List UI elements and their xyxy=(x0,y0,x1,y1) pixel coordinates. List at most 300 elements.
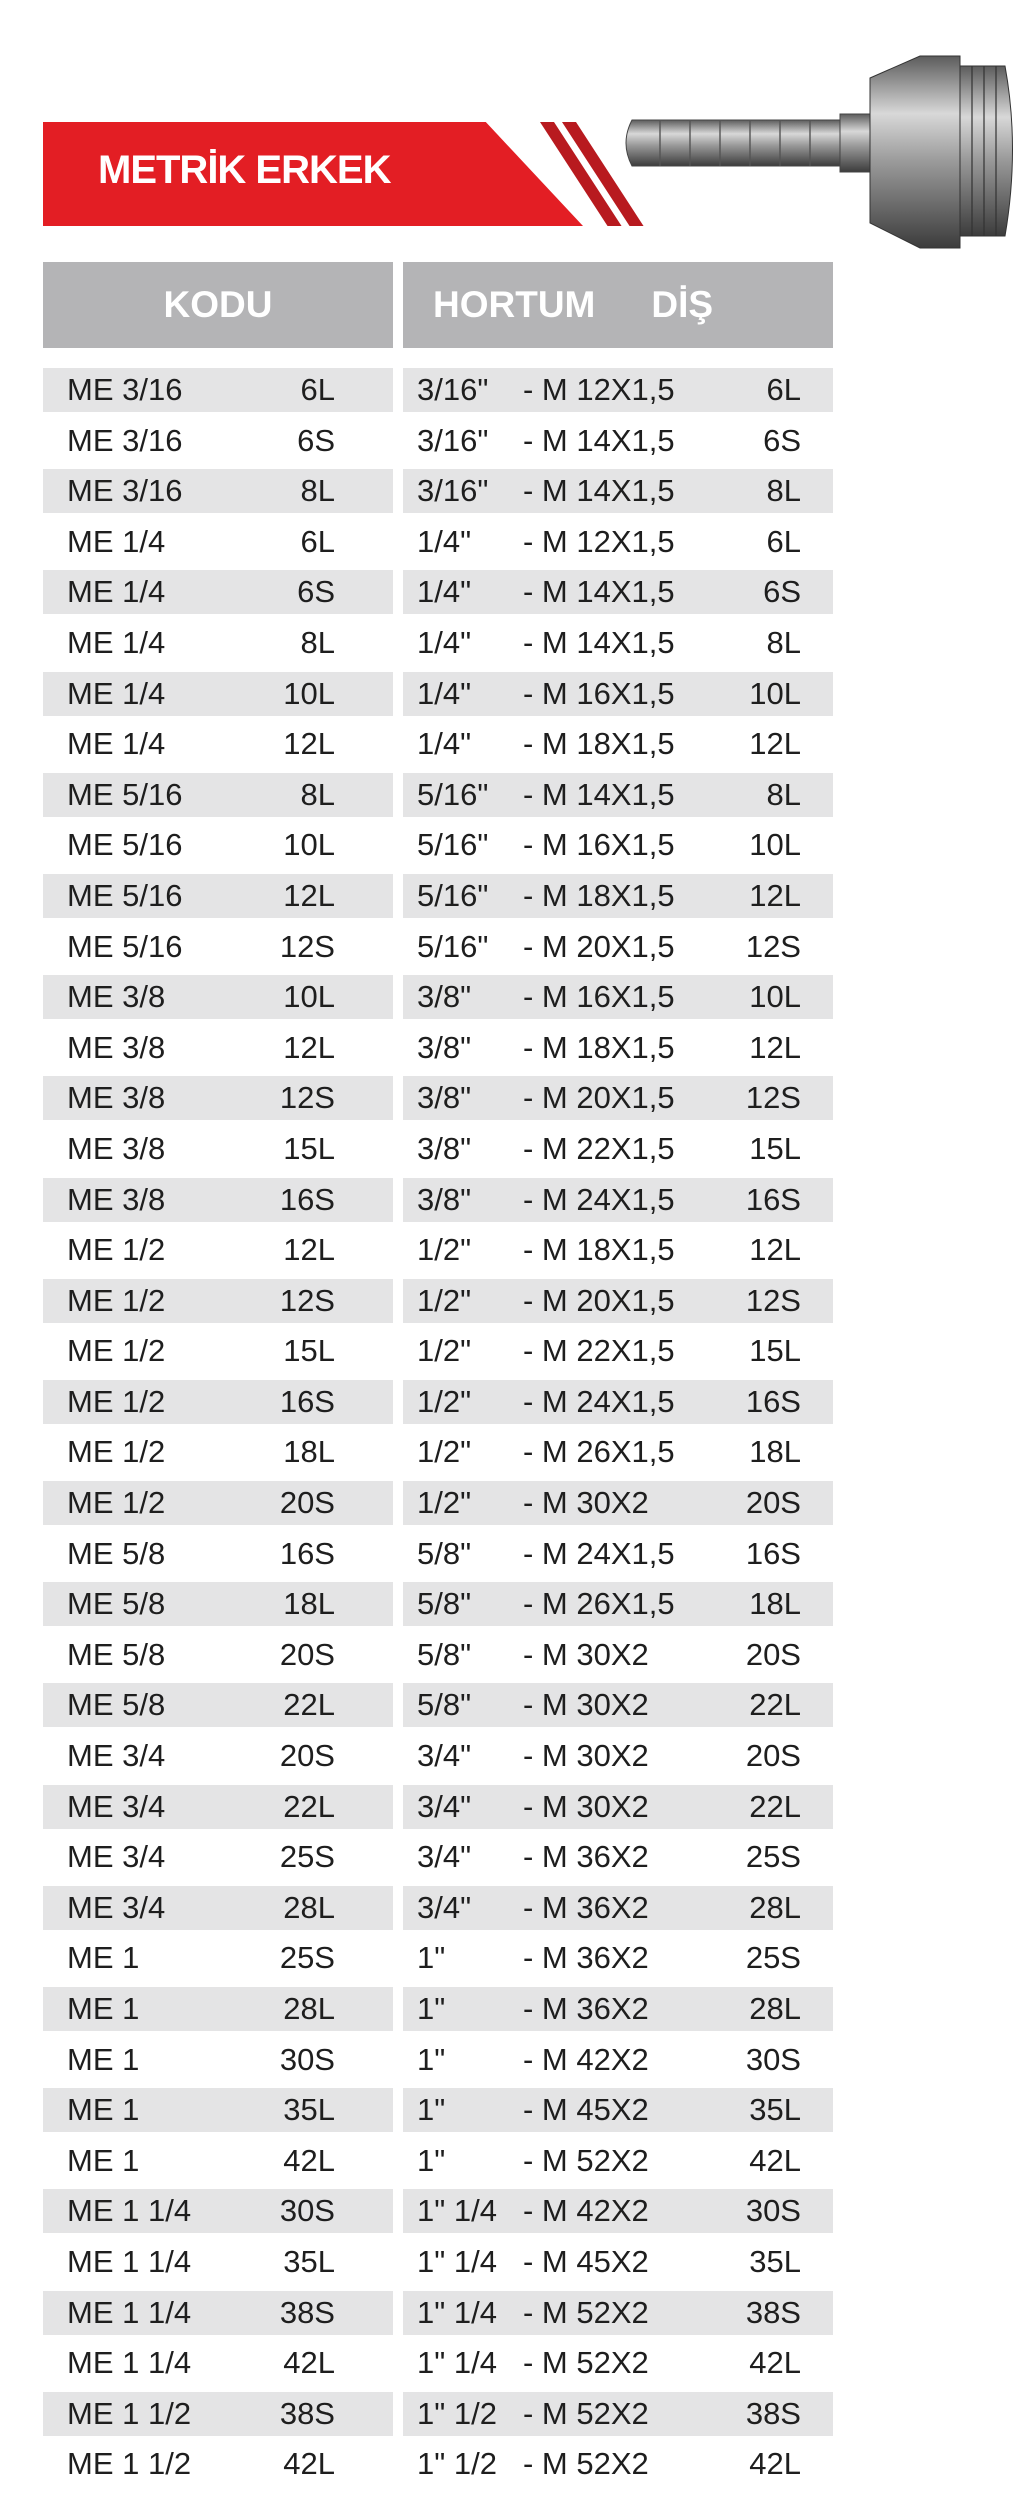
table-row xyxy=(43,1225,833,1276)
hortum-cell xyxy=(403,1785,833,1829)
code-text: ME 5/16 xyxy=(67,928,183,964)
thread-text: - M 45X2 xyxy=(523,2243,649,2279)
dis-text: 25S xyxy=(745,1940,801,1976)
hortum-cell xyxy=(403,1734,833,1778)
code-text: ME 1/2 xyxy=(67,1232,166,1268)
thread-text: - M 16X1,5 xyxy=(523,827,675,863)
code-text: ME 3/8 xyxy=(67,979,166,1015)
hortum-cell xyxy=(403,1380,833,1424)
dis-text: 6S xyxy=(763,574,801,610)
thread-text: - M 36X2 xyxy=(523,1889,649,1925)
hose-text: 3/4" xyxy=(417,1788,472,1824)
table-row xyxy=(43,466,833,517)
code-text: ME 3/16 xyxy=(67,473,183,509)
size-text: 10L xyxy=(283,675,335,711)
hose-text: 3/16" xyxy=(417,473,489,509)
code-text: ME 1/4 xyxy=(67,624,166,660)
dis-text: 42L xyxy=(749,2446,801,2482)
hose-text: 5/8" xyxy=(417,1586,472,1622)
thread-text: - M 14X1,5 xyxy=(523,574,675,610)
dis-text: 30S xyxy=(745,2193,801,2229)
size-text: 6L xyxy=(300,372,335,407)
thread-text: - M 16X1,5 xyxy=(523,675,675,711)
dis-text: 16S xyxy=(745,1181,801,1217)
thread-text: - M 24X1,5 xyxy=(523,1383,675,1419)
size-text: 18L xyxy=(283,1434,335,1470)
thread-text: - M 20X1,5 xyxy=(523,1282,675,1318)
kodu-cell xyxy=(43,2392,393,2436)
hortum-cell xyxy=(403,621,833,665)
hose-text: 1/4" xyxy=(417,675,472,711)
kodu-cell xyxy=(43,1228,393,1272)
code-text: ME 1/2 xyxy=(67,1485,166,1521)
dis-text: 10L xyxy=(749,675,801,711)
dis-text: 12L xyxy=(749,1029,801,1065)
size-text: 12L xyxy=(283,726,335,762)
table-row xyxy=(43,820,833,871)
table-row xyxy=(43,770,833,821)
size-text: 8L xyxy=(300,624,335,660)
hose-text: 1" 1/4 xyxy=(417,2345,497,2381)
fitting-table xyxy=(43,365,833,2490)
thread-text: - M 52X2 xyxy=(523,2294,649,2330)
table-row xyxy=(43,1984,833,2035)
hortum-cell xyxy=(403,1279,833,1323)
table-row xyxy=(43,2035,833,2086)
kodu-cell xyxy=(43,2139,393,2183)
table-row xyxy=(43,1832,833,1883)
kodu-cell xyxy=(43,722,393,766)
code-text: ME 1 xyxy=(67,1991,140,2026)
dis-text: 20S xyxy=(745,1738,801,1774)
hortum-cell xyxy=(403,520,833,564)
code-text: ME 3/8 xyxy=(67,1130,166,1166)
hose-text: 1" 1/2 xyxy=(417,2395,497,2431)
code-text: ME 1/2 xyxy=(67,1333,166,1369)
kodu-cell xyxy=(43,823,393,867)
kodu-cell xyxy=(43,2341,393,2385)
thread-text: - M 30X2 xyxy=(523,1485,649,1521)
hose-text: 5/8" xyxy=(417,1535,472,1571)
size-text: 6L xyxy=(300,523,335,559)
thread-text: - M 42X2 xyxy=(523,2041,649,2077)
kodu-cell xyxy=(43,1178,393,1222)
hortum-cell xyxy=(403,1228,833,1272)
thread-text: - M 36X2 xyxy=(523,1991,649,2026)
code-text: ME 3/8 xyxy=(67,1080,166,1116)
code-text: ME 1/2 xyxy=(67,1434,166,1470)
hose-text: 1/4" xyxy=(417,624,472,660)
hortum-cell xyxy=(403,2291,833,2335)
thread-text: - M 26X1,5 xyxy=(523,1586,675,1622)
dis-text: 16S xyxy=(745,1535,801,1571)
dis-text: 6L xyxy=(766,523,801,559)
table-row xyxy=(43,1933,833,1984)
hortum-cell xyxy=(403,419,833,463)
dis-text: 18L xyxy=(749,1434,801,1470)
table-row xyxy=(43,1023,833,1074)
thread-text: - M 36X2 xyxy=(523,1940,649,1976)
thread-text: - M 24X1,5 xyxy=(523,1535,675,1571)
hose-text: 1" xyxy=(417,2142,446,2178)
code-text: ME 5/16 xyxy=(67,877,183,913)
hose-text: 3/8" xyxy=(417,1029,472,1065)
hose-text: 1/4" xyxy=(417,726,472,762)
thread-text: - M 14X1,5 xyxy=(523,776,675,812)
size-text: 20S xyxy=(279,1485,335,1521)
code-text: ME 3/4 xyxy=(67,1839,166,1875)
dis-text: 12S xyxy=(745,1080,801,1116)
dis-text: 12S xyxy=(745,1282,801,1318)
hose-text: 1/2" xyxy=(417,1282,472,1318)
code-text: ME 3/16 xyxy=(67,422,183,458)
kodu-cell xyxy=(43,1380,393,1424)
table-row xyxy=(43,2085,833,2136)
dis-text: 28L xyxy=(749,1991,801,2026)
size-text: 10L xyxy=(283,979,335,1015)
code-text: ME 1/4 xyxy=(67,675,166,711)
size-text: 38S xyxy=(279,2294,335,2330)
table-row xyxy=(43,2186,833,2237)
dis-text: 42L xyxy=(749,2345,801,2381)
hortum-cell xyxy=(403,469,833,513)
header-hortum-label: HORTUM xyxy=(433,284,596,325)
kodu-cell xyxy=(43,1076,393,1120)
kodu-cell xyxy=(43,925,393,969)
thread-text: - M 22X1,5 xyxy=(523,1333,675,1369)
code-text: ME 3/4 xyxy=(67,1889,166,1925)
header-dis-label: DİŞ xyxy=(651,284,714,325)
kodu-cell xyxy=(43,773,393,817)
hortum-cell xyxy=(403,2189,833,2233)
size-text: 16S xyxy=(279,1383,335,1419)
hortum-cell xyxy=(403,368,833,412)
hortum-cell xyxy=(403,672,833,716)
table-row xyxy=(43,416,833,467)
thread-text: - M 20X1,5 xyxy=(523,928,675,964)
hortum-cell xyxy=(403,874,833,918)
hose-text: 1/2" xyxy=(417,1232,472,1268)
dis-text: 6S xyxy=(763,422,801,458)
code-text: ME 5/16 xyxy=(67,776,183,812)
kodu-cell xyxy=(43,2088,393,2132)
kodu-cell xyxy=(43,1279,393,1323)
kodu-cell xyxy=(43,1734,393,1778)
hortum-cell xyxy=(403,975,833,1019)
size-text: 42L xyxy=(283,2142,335,2178)
code-text: ME 5/8 xyxy=(67,1535,166,1571)
header-kodu-label: KODU xyxy=(163,284,273,325)
code-text: ME 1 1/2 xyxy=(67,2446,192,2482)
table-row xyxy=(43,517,833,568)
hose-text: 1/4" xyxy=(417,574,472,610)
size-text: 25S xyxy=(279,1940,335,1976)
dis-text: 6L xyxy=(766,372,801,407)
hose-text: 5/16" xyxy=(417,827,489,863)
hortum-cell xyxy=(403,1178,833,1222)
kodu-cell xyxy=(43,1987,393,2031)
dis-text: 18L xyxy=(749,1586,801,1622)
kodu-cell xyxy=(43,1582,393,1626)
code-text: ME 1/4 xyxy=(67,523,166,559)
hose-text: 1/4" xyxy=(417,523,472,559)
hose-text: 3/16" xyxy=(417,422,489,458)
size-text: 20S xyxy=(279,1636,335,1672)
size-text: 30S xyxy=(279,2193,335,2229)
code-text: ME 1/2 xyxy=(67,1282,166,1318)
thread-text: - M 52X2 xyxy=(523,2395,649,2431)
size-text: 20S xyxy=(279,1738,335,1774)
thread-text: - M 12X1,5 xyxy=(523,372,675,407)
kodu-cell xyxy=(43,570,393,614)
kodu-cell xyxy=(43,1683,393,1727)
hortum-cell xyxy=(403,1430,833,1474)
table-row xyxy=(43,567,833,618)
kodu-cell xyxy=(43,1481,393,1525)
kodu-cell xyxy=(43,621,393,665)
hose-text: 3/16" xyxy=(417,372,489,407)
size-text: 12L xyxy=(283,1232,335,1268)
size-text: 30S xyxy=(279,2041,335,2077)
code-text: ME 5/8 xyxy=(67,1687,166,1723)
hortum-cell xyxy=(403,1026,833,1070)
kodu-cell xyxy=(43,469,393,513)
size-text: 12L xyxy=(283,877,335,913)
kodu-cell xyxy=(43,1936,393,1980)
hose-text: 3/4" xyxy=(417,1889,472,1925)
kodu-cell xyxy=(43,672,393,716)
size-text: 12S xyxy=(279,928,335,964)
thread-text: - M 52X2 xyxy=(523,2345,649,2381)
kodu-cell xyxy=(43,1026,393,1070)
page-title: METRİK ERKEK xyxy=(98,148,391,192)
hortum-cell xyxy=(403,1886,833,1930)
size-text: 16S xyxy=(279,1181,335,1217)
hose-text: 5/8" xyxy=(417,1636,472,1672)
code-text: ME 1 1/4 xyxy=(67,2243,192,2279)
size-text: 22L xyxy=(283,1687,335,1723)
thread-text: - M 52X2 xyxy=(523,2142,649,2178)
hose-text: 3/4" xyxy=(417,1738,472,1774)
table-row xyxy=(43,1175,833,1226)
dis-text: 12L xyxy=(749,1232,801,1268)
hose-text: 3/8" xyxy=(417,1181,472,1217)
dis-text: 35L xyxy=(749,2092,801,2128)
dis-text: 15L xyxy=(749,1130,801,1166)
hose-text: 5/16" xyxy=(417,776,489,812)
code-text: ME 1 1/4 xyxy=(67,2294,192,2330)
size-text: 16S xyxy=(279,1535,335,1571)
dis-text: 35L xyxy=(749,2243,801,2279)
code-text: ME 5/8 xyxy=(67,1586,166,1622)
size-text: 25S xyxy=(279,1839,335,1875)
code-text: ME 3/8 xyxy=(67,1029,166,1065)
code-text: ME 1/4 xyxy=(67,574,166,610)
thread-text: - M 18X1,5 xyxy=(523,1029,675,1065)
hose-text: 1/2" xyxy=(417,1434,472,1470)
table-row xyxy=(43,1478,833,1529)
hose-text: 3/8" xyxy=(417,1130,472,1166)
kodu-cell xyxy=(43,520,393,564)
table-row xyxy=(43,365,833,416)
hose-text: 5/8" xyxy=(417,1687,472,1723)
table-row xyxy=(43,2288,833,2339)
code-text: ME 1 xyxy=(67,2142,140,2178)
dis-text: 12L xyxy=(749,726,801,762)
dis-text: 25S xyxy=(745,1839,801,1875)
hose-text: 1" xyxy=(417,2092,446,2128)
kodu-cell xyxy=(43,874,393,918)
kodu-cell xyxy=(43,2038,393,2082)
kodu-cell xyxy=(43,975,393,1019)
hortum-cell xyxy=(403,1582,833,1626)
hose-text: 5/16" xyxy=(417,877,489,913)
hortum-cell xyxy=(403,823,833,867)
dis-text: 8L xyxy=(766,776,801,812)
hose-text: 1" xyxy=(417,1991,446,2026)
size-text: 28L xyxy=(283,1889,335,1925)
thread-text: - M 20X1,5 xyxy=(523,1080,675,1116)
hose-text: 3/8" xyxy=(417,1080,472,1116)
kodu-cell xyxy=(43,1430,393,1474)
dis-text: 28L xyxy=(749,1889,801,1925)
hortum-cell xyxy=(403,2341,833,2385)
table-row xyxy=(43,2338,833,2389)
hortum-cell xyxy=(403,2139,833,2183)
code-text: ME 1 xyxy=(67,2041,140,2077)
table-row xyxy=(43,1326,833,1377)
dis-text: 12L xyxy=(749,877,801,913)
size-text: 8L xyxy=(300,473,335,509)
kodu-cell xyxy=(43,1835,393,1879)
table-row xyxy=(43,2136,833,2187)
kodu-cell xyxy=(43,2240,393,2284)
code-text: ME 1 1/4 xyxy=(67,2193,192,2229)
table-row xyxy=(43,719,833,770)
hortum-cell xyxy=(403,2240,833,2284)
kodu-cell xyxy=(43,419,393,463)
kodu-cell xyxy=(43,2291,393,2335)
hose-text: 1" xyxy=(417,1940,446,1976)
thread-text: - M 30X2 xyxy=(523,1738,649,1774)
hose-text: 1/2" xyxy=(417,1383,472,1419)
hortum-cell xyxy=(403,722,833,766)
hose-text: 3/4" xyxy=(417,1839,472,1875)
size-text: 28L xyxy=(283,1991,335,2026)
size-text: 12S xyxy=(279,1080,335,1116)
kodu-cell xyxy=(43,1532,393,1576)
code-text: ME 1/2 xyxy=(67,1383,166,1419)
dis-text: 22L xyxy=(749,1687,801,1723)
kodu-cell xyxy=(43,1329,393,1373)
size-text: 22L xyxy=(283,1788,335,1824)
table-row xyxy=(43,871,833,922)
dis-text: 15L xyxy=(749,1333,801,1369)
table-row xyxy=(43,1377,833,1428)
table-row xyxy=(43,618,833,669)
code-text: ME 1 xyxy=(67,2092,140,2128)
kodu-cell xyxy=(43,2189,393,2233)
dis-text: 10L xyxy=(749,827,801,863)
header-hortum-dis xyxy=(403,262,833,348)
table-row xyxy=(43,1073,833,1124)
hortum-cell xyxy=(403,1532,833,1576)
dis-text: 16S xyxy=(745,1383,801,1419)
thread-text: - M 12X1,5 xyxy=(523,523,675,559)
table-row xyxy=(43,1124,833,1175)
thread-text: - M 14X1,5 xyxy=(523,422,675,458)
size-text: 12S xyxy=(279,1282,335,1318)
size-text: 38S xyxy=(279,2395,335,2431)
size-text: 15L xyxy=(283,1333,335,1369)
table-row xyxy=(43,972,833,1023)
dis-text: 20S xyxy=(745,1636,801,1672)
hortum-cell xyxy=(403,2088,833,2132)
table-row xyxy=(43,1427,833,1478)
size-text: 18L xyxy=(283,1586,335,1622)
thread-text: - M 16X1,5 xyxy=(523,979,675,1015)
hortum-cell xyxy=(403,2442,833,2486)
code-text: ME 3/8 xyxy=(67,1181,166,1217)
size-text: 6S xyxy=(297,574,335,610)
hortum-cell xyxy=(403,1683,833,1727)
hortum-cell xyxy=(403,1329,833,1373)
dis-text: 8L xyxy=(766,473,801,509)
size-text: 8L xyxy=(300,776,335,812)
hose-text: 1" 1/4 xyxy=(417,2193,497,2229)
hose-text: 5/16" xyxy=(417,928,489,964)
hortum-cell xyxy=(403,1936,833,1980)
table-row xyxy=(43,1680,833,1731)
code-text: ME 3/4 xyxy=(67,1788,166,1824)
table-row xyxy=(43,922,833,973)
hortum-cell xyxy=(403,1076,833,1120)
hortum-cell xyxy=(403,2038,833,2082)
table-row xyxy=(43,1731,833,1782)
size-text: 42L xyxy=(283,2446,335,2482)
table-row xyxy=(43,1529,833,1580)
thread-text: - M 26X1,5 xyxy=(523,1434,675,1470)
hose-text: 1/2" xyxy=(417,1485,472,1521)
kodu-cell xyxy=(43,1886,393,1930)
hortum-cell xyxy=(403,1633,833,1677)
table-row xyxy=(43,1782,833,1833)
size-text: 35L xyxy=(283,2243,335,2279)
table-row xyxy=(43,2439,833,2490)
size-text: 10L xyxy=(283,827,335,863)
table-row xyxy=(43,2237,833,2288)
dis-text: 12S xyxy=(745,928,801,964)
table-row xyxy=(43,669,833,720)
code-text: ME 5/8 xyxy=(67,1636,166,1672)
size-text: 35L xyxy=(283,2092,335,2128)
kodu-cell xyxy=(43,2442,393,2486)
thread-text: - M 18X1,5 xyxy=(523,877,675,913)
thread-text: - M 22X1,5 xyxy=(523,1130,675,1166)
code-text: ME 5/16 xyxy=(67,827,183,863)
dis-text: 30S xyxy=(745,2041,801,2077)
hortum-cell xyxy=(403,1987,833,2031)
hortum-cell xyxy=(403,1127,833,1171)
hortum-cell xyxy=(403,2392,833,2436)
dis-text: 20S xyxy=(745,1485,801,1521)
hose-text: 1" xyxy=(417,2041,446,2077)
thread-text: - M 30X2 xyxy=(523,1636,649,1672)
hose-text: 1/2" xyxy=(417,1333,472,1369)
thread-text: - M 45X2 xyxy=(523,2092,649,2128)
code-text: ME 1 1/2 xyxy=(67,2395,192,2431)
hortum-cell xyxy=(403,925,833,969)
